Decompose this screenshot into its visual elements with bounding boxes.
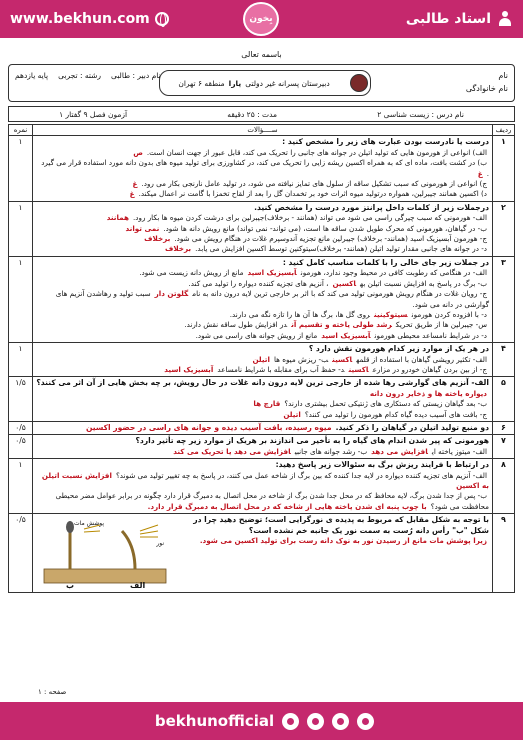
question-line xyxy=(36,399,489,409)
question-body xyxy=(33,435,493,459)
question-line xyxy=(36,365,489,375)
line-text: ب- در گیاهان، هورمونی که محرک طویل شدن ساقه ها است، (می تواند- نمی تواند) مانع رویش دانه ها شود. xyxy=(163,223,487,233)
social-handle[interactable]: bekhunofficial xyxy=(154,712,275,730)
line-text: الف- هورمونی که سبب چیرگی راسی می شود می تواند (همانند - برخلاف)جیبرلین برای درشت کردن میوه ها بکار رود. xyxy=(132,213,487,223)
brand[interactable] xyxy=(406,11,513,27)
label-b: ب xyxy=(66,580,75,590)
answer-text: با چوب پنبه ای شدن یاخته هایی از شاخه که در محل اتصال به دمبرگ قرار دارد. xyxy=(147,501,427,511)
line-text: الف) انواعی از هورمون هایی که تولید اتیلن در جوانه های جانبی را تحریک می کند، قابل عبور از جهت انسان است. xyxy=(146,147,487,157)
answer-text: نمی تواند xyxy=(125,223,160,233)
line-text: س- جیبرلین ها از طریق تحریک xyxy=(395,320,487,330)
school-type: دبیرستان پسرانه غیر دولتی xyxy=(245,78,330,88)
question-row xyxy=(9,256,515,342)
line-text: مانع از رویش جوانه های راسی می شود. xyxy=(195,330,318,340)
question-title-text: در هر یک از موارد زیر کدام هورمون نقش دارد ؟ xyxy=(308,344,489,354)
globe-icon xyxy=(155,12,169,26)
question-number: ۵ xyxy=(493,377,515,422)
line-text: ب) در کشت بافت، ماده ای که به همراه اکسین ریشه زایی را تحریک می کند، در کشاورزی برای تولید میوه های بدون دانه مورد استفاده قرار می گیرد . xyxy=(41,158,489,178)
youtube-icon[interactable] xyxy=(357,713,374,730)
line-text: الف- در هنگامی که رطوبت کافی در محیط وجود ندارد، هورمون xyxy=(300,268,487,278)
question-title xyxy=(36,344,489,354)
answer-text: گلوتن دار xyxy=(154,289,189,299)
site-url[interactable]: www.bekhun.com xyxy=(10,11,169,27)
question-score: ۰/۵ xyxy=(9,435,33,459)
basmala: باسمه تعالی xyxy=(241,50,282,59)
question-title-text: الف- آنزیم های گوارشی رها شده از خارجی ترین لایه درون دانه غلات در حال رویش، بر چه بخش هایی از آن اثر می کنند؟ xyxy=(36,378,489,388)
question-line xyxy=(36,289,489,310)
line-text: د- حفظ آب برای مقابله با شرایط نامساعد xyxy=(217,364,345,374)
question-score: ۱ xyxy=(9,256,33,342)
question-title xyxy=(36,258,489,268)
bekhun-logo: بِخون xyxy=(243,2,279,36)
answer-text: دیواره یاخته ها و ذخایر درون دانه xyxy=(369,388,487,398)
answer-text: سیتوکینین xyxy=(374,309,408,319)
question-row xyxy=(9,421,515,434)
question-line xyxy=(36,189,489,199)
question-score: ۰/۵ xyxy=(9,514,33,593)
line-text: ب- رشد جوانه های جانبی xyxy=(294,446,368,456)
answer-text: آبسیزیک اسید xyxy=(321,330,371,340)
question-score: ۱ xyxy=(9,343,33,377)
answer-text: برخلاف xyxy=(144,234,171,244)
answer-text: همانند xyxy=(106,213,129,223)
line-text: الف- میتوز یاخته ای xyxy=(431,446,487,456)
question-row xyxy=(9,435,515,459)
question-number: ۸ xyxy=(493,459,515,514)
question-number: ۱ xyxy=(493,136,515,201)
question-body xyxy=(33,201,493,256)
answer-text: آبسیزیک اسید xyxy=(247,268,297,278)
exam-title: آزمون فصل ۹ گفتار ۱ xyxy=(59,109,128,119)
question-body xyxy=(33,256,493,342)
line-text: ، آنزیم های تجزیه کننده دیواره را تولید می کند. xyxy=(188,278,329,288)
line-text: سبب تولید و رهاشدن آنزیم های گوارشی در دانه می شود. xyxy=(55,289,489,309)
question-line xyxy=(36,310,489,320)
question-line xyxy=(36,213,489,223)
answer-text: اکسین xyxy=(332,354,353,364)
question-title xyxy=(36,436,489,446)
question-title-text: هورمونی که پیر شدن اندام های گیاه را به تأخیر می اندازند بر هریک از موارد زیر چه تأثیر دارد؟ xyxy=(135,436,489,446)
answer-text: ص xyxy=(133,147,143,157)
school-box xyxy=(159,70,371,96)
exam-header xyxy=(8,64,515,102)
question-title-text: دو منبع تولید اتیلن در گیاهان را ذکر کنید. xyxy=(335,422,489,432)
question-row xyxy=(9,377,515,422)
question-number: ۳ xyxy=(493,256,515,342)
question-title-text: در جملات زیر جای خالی را با کلمات مناسب کامل کنید : xyxy=(282,257,489,267)
question-title-text: در ارتباط با فرایند ریزش برگ به سئوالات زیر پاسخ دهید: xyxy=(275,460,489,470)
school-name: یارا xyxy=(228,78,242,88)
question-line xyxy=(36,234,489,244)
answer-text: رشد طولی یاخته و تقسیم آن xyxy=(291,320,392,330)
question-line xyxy=(36,389,489,399)
question-title-text: درجملات زیر از کلمات داخل پرانتز مورد درست را مشخص کنید. xyxy=(254,202,489,212)
line-text: د- با افزوده کردن هورمون xyxy=(411,309,487,319)
question-title xyxy=(36,378,489,388)
question-score: ۱ xyxy=(9,459,33,514)
question-title-text: با توجه به شکل مقابل که مربوط به پدیده ی نورگرایی است؛ توضیح دهید چرا در شکل "ب" رأس دانه رُست به سمت نور یک جانبه خم نشده است؟ xyxy=(193,515,489,535)
class-info xyxy=(15,71,161,80)
line-text: الف- تکثیر رویشی گیاهان با استفاده از قلمه xyxy=(356,354,487,364)
line-text: ب- بعد گیاهان زیستی که دستکاری های ژنتیکی تحمل بیشتری دارند؟ xyxy=(284,399,487,409)
question-score: ۱ xyxy=(9,201,33,256)
question-title xyxy=(36,423,489,433)
col-score: نمره xyxy=(9,125,33,136)
answer-text: غ xyxy=(132,179,138,189)
question-line xyxy=(36,224,489,234)
label-cover: پوشش مات xyxy=(74,520,105,528)
questions-table xyxy=(8,124,515,593)
question-title xyxy=(36,137,489,147)
duration: مدت : ۲۵ دقیقه xyxy=(227,109,278,119)
exam-subheader xyxy=(8,106,515,122)
line-text: ب- برگ در پاسخ به افزایش نسبت اتیلن به xyxy=(360,278,487,288)
question-line xyxy=(36,447,489,457)
answer-text: اکسین xyxy=(332,278,357,288)
answer-text: زیرا پوشش مات مانع از رسیدن نور به نوک دانه رست برای تولید اکسین می شود. xyxy=(199,536,487,546)
line-text: الف- آنزیم های تجزیه کننده دیواره در لایه جدا کننده که بین برگ از شاخه عمل می کنند، در پاسخ به چه تغییر تولید می شوند؟ xyxy=(115,470,487,480)
question-line xyxy=(36,279,489,289)
line-text: مانع از رویش دانه زیست می شود. xyxy=(139,268,244,278)
question-title xyxy=(36,203,489,213)
col-radif: ردیف xyxy=(493,125,515,136)
question-line xyxy=(36,244,489,254)
label-light: نور xyxy=(156,540,164,548)
instagram-icon[interactable] xyxy=(282,713,299,730)
answer-text: غ xyxy=(477,168,483,178)
answer-text: افزایش نسبت اتیلن به اکسین xyxy=(41,470,489,490)
line-text: ج- از بین بردن گیاهان خودرو در مزارع xyxy=(372,364,487,374)
grade: پایه یازدهم xyxy=(15,71,49,80)
line-text: ب- ریزش میوه ها xyxy=(273,354,329,364)
aparat-icon[interactable] xyxy=(332,713,349,730)
question-number: ۶ xyxy=(493,421,515,434)
question-score: ۱ xyxy=(9,136,33,201)
question-body xyxy=(33,421,493,434)
student-fields xyxy=(466,69,508,95)
question-row xyxy=(9,459,515,514)
question-number: ۷ xyxy=(493,435,515,459)
question-row xyxy=(9,343,515,377)
school-region: منطقه ۶ تهران xyxy=(178,78,225,88)
telegram-icon[interactable] xyxy=(307,713,324,730)
question-number: ۲ xyxy=(493,201,515,256)
seedling-diagram xyxy=(40,517,170,589)
question-line xyxy=(36,471,489,492)
answer-text: اکسین xyxy=(348,364,369,374)
school-seal-icon xyxy=(350,74,368,92)
question-title xyxy=(36,460,489,470)
answer-text: اتیلن xyxy=(252,354,270,364)
field: رشته : تجربی xyxy=(58,71,102,80)
answer-text: قارچ ها xyxy=(253,399,281,409)
question-line xyxy=(36,268,489,278)
question-row xyxy=(9,136,515,201)
person-icon xyxy=(497,11,513,27)
line-text: د- در شرایط نامساعد محیطی هورمون xyxy=(374,330,487,340)
question-line xyxy=(36,331,489,341)
question-body xyxy=(33,377,493,422)
line-text: ج- هورمون آبسیزیک اسید (همانند- برخلاف) جیبرلین مانع تجزیه آندوسپرم غلات در هنگام رویش می شود. xyxy=(174,234,487,244)
question-body xyxy=(33,514,493,593)
col-questions: ســــؤالات xyxy=(33,125,493,136)
question-line xyxy=(36,179,489,189)
teacher: نام دبیر : طالبی xyxy=(111,71,161,80)
line-text: د- در جوانه های جانبی مقدار تولید اتیلن (همانند- برخلاف)سیتوکنین توسط اکسین افزایش می یابد. xyxy=(195,244,487,254)
page-number: صفحه : ۱ xyxy=(38,688,67,696)
question-row xyxy=(9,201,515,256)
line-text: در افزایش طول ساقه نقش دارند. xyxy=(184,320,288,330)
question-body xyxy=(33,136,493,201)
question-line xyxy=(36,491,489,512)
phototropism-figure xyxy=(40,517,170,589)
question-line xyxy=(36,410,489,420)
answer-text: افزایش می دهد یا تحریک می کند xyxy=(173,446,291,456)
answer-text: میوه رسیده، بافت آسیب دیده و جوانه های راسی در حضور اکسین xyxy=(85,422,332,432)
answer-text: افزایش می دهد xyxy=(371,446,428,456)
question-title-text: درست یا نادرست بودن عبارت های زیر را مشخص کنید : xyxy=(282,137,489,147)
question-number: ۹ xyxy=(493,514,515,593)
question-row xyxy=(9,514,515,593)
answer-text: آبسیزیک اسید xyxy=(164,364,214,374)
label-a: الف xyxy=(130,580,146,590)
question-body xyxy=(33,459,493,514)
line-text: ج- رویان غلات در هنگام رویش هورمونی تولید می کند که با اثر بر خارجی ترین لایه درون دانه به نام xyxy=(192,289,487,299)
question-score: ۱/۵ xyxy=(9,377,33,422)
line-text: ب- پس از جدا شدن برگ، لایه محافظ که در محل جدا شدن برگ از شاخه در محل اتصال به دمبرگ قرار دارد چگونه در برابر عوامل مضر محیطی محافظت می شود؟ xyxy=(55,491,489,511)
family-label: نام خانوادگی xyxy=(465,84,508,93)
line-text: ج) انواعی از هورمونی که سبب تشکیل ساقه از سلول های تمایز نیافته می شود، در تولید عامل نارنجی بکار می رود. xyxy=(141,179,487,189)
line-text: د) اکسین همانند جیبرلین، همواره درتولید میوه اثرات خود بر تخمدان گل را بعد از لقاح تخمزا با گامت نر اعمال میکند. xyxy=(138,189,487,199)
question-line xyxy=(36,158,489,179)
name-label: نام xyxy=(498,71,508,80)
exam-paper xyxy=(8,42,515,698)
question-line xyxy=(36,320,489,330)
answer-text: برخلاف xyxy=(164,244,192,254)
question-line xyxy=(36,148,489,158)
answer-text: غ xyxy=(129,189,135,199)
answer-text: اتیلن xyxy=(283,409,301,419)
question-score: ۰/۵ xyxy=(9,421,33,434)
question-body xyxy=(33,343,493,377)
lesson-name: نام درس : زیست شناسی ۲ xyxy=(377,109,464,119)
bottom-banner xyxy=(0,702,523,740)
question-number: ۴ xyxy=(493,343,515,377)
brand-name: استاد طالبی xyxy=(405,11,491,27)
line-text: روی گل ها، برگ ها آن ها را تازه نگه می دارند. xyxy=(229,309,371,319)
line-text: ج- بافت های آسیب دیده گیاه کدام هورمون را تولید می کنند؟ xyxy=(304,409,487,419)
question-line xyxy=(36,355,489,365)
